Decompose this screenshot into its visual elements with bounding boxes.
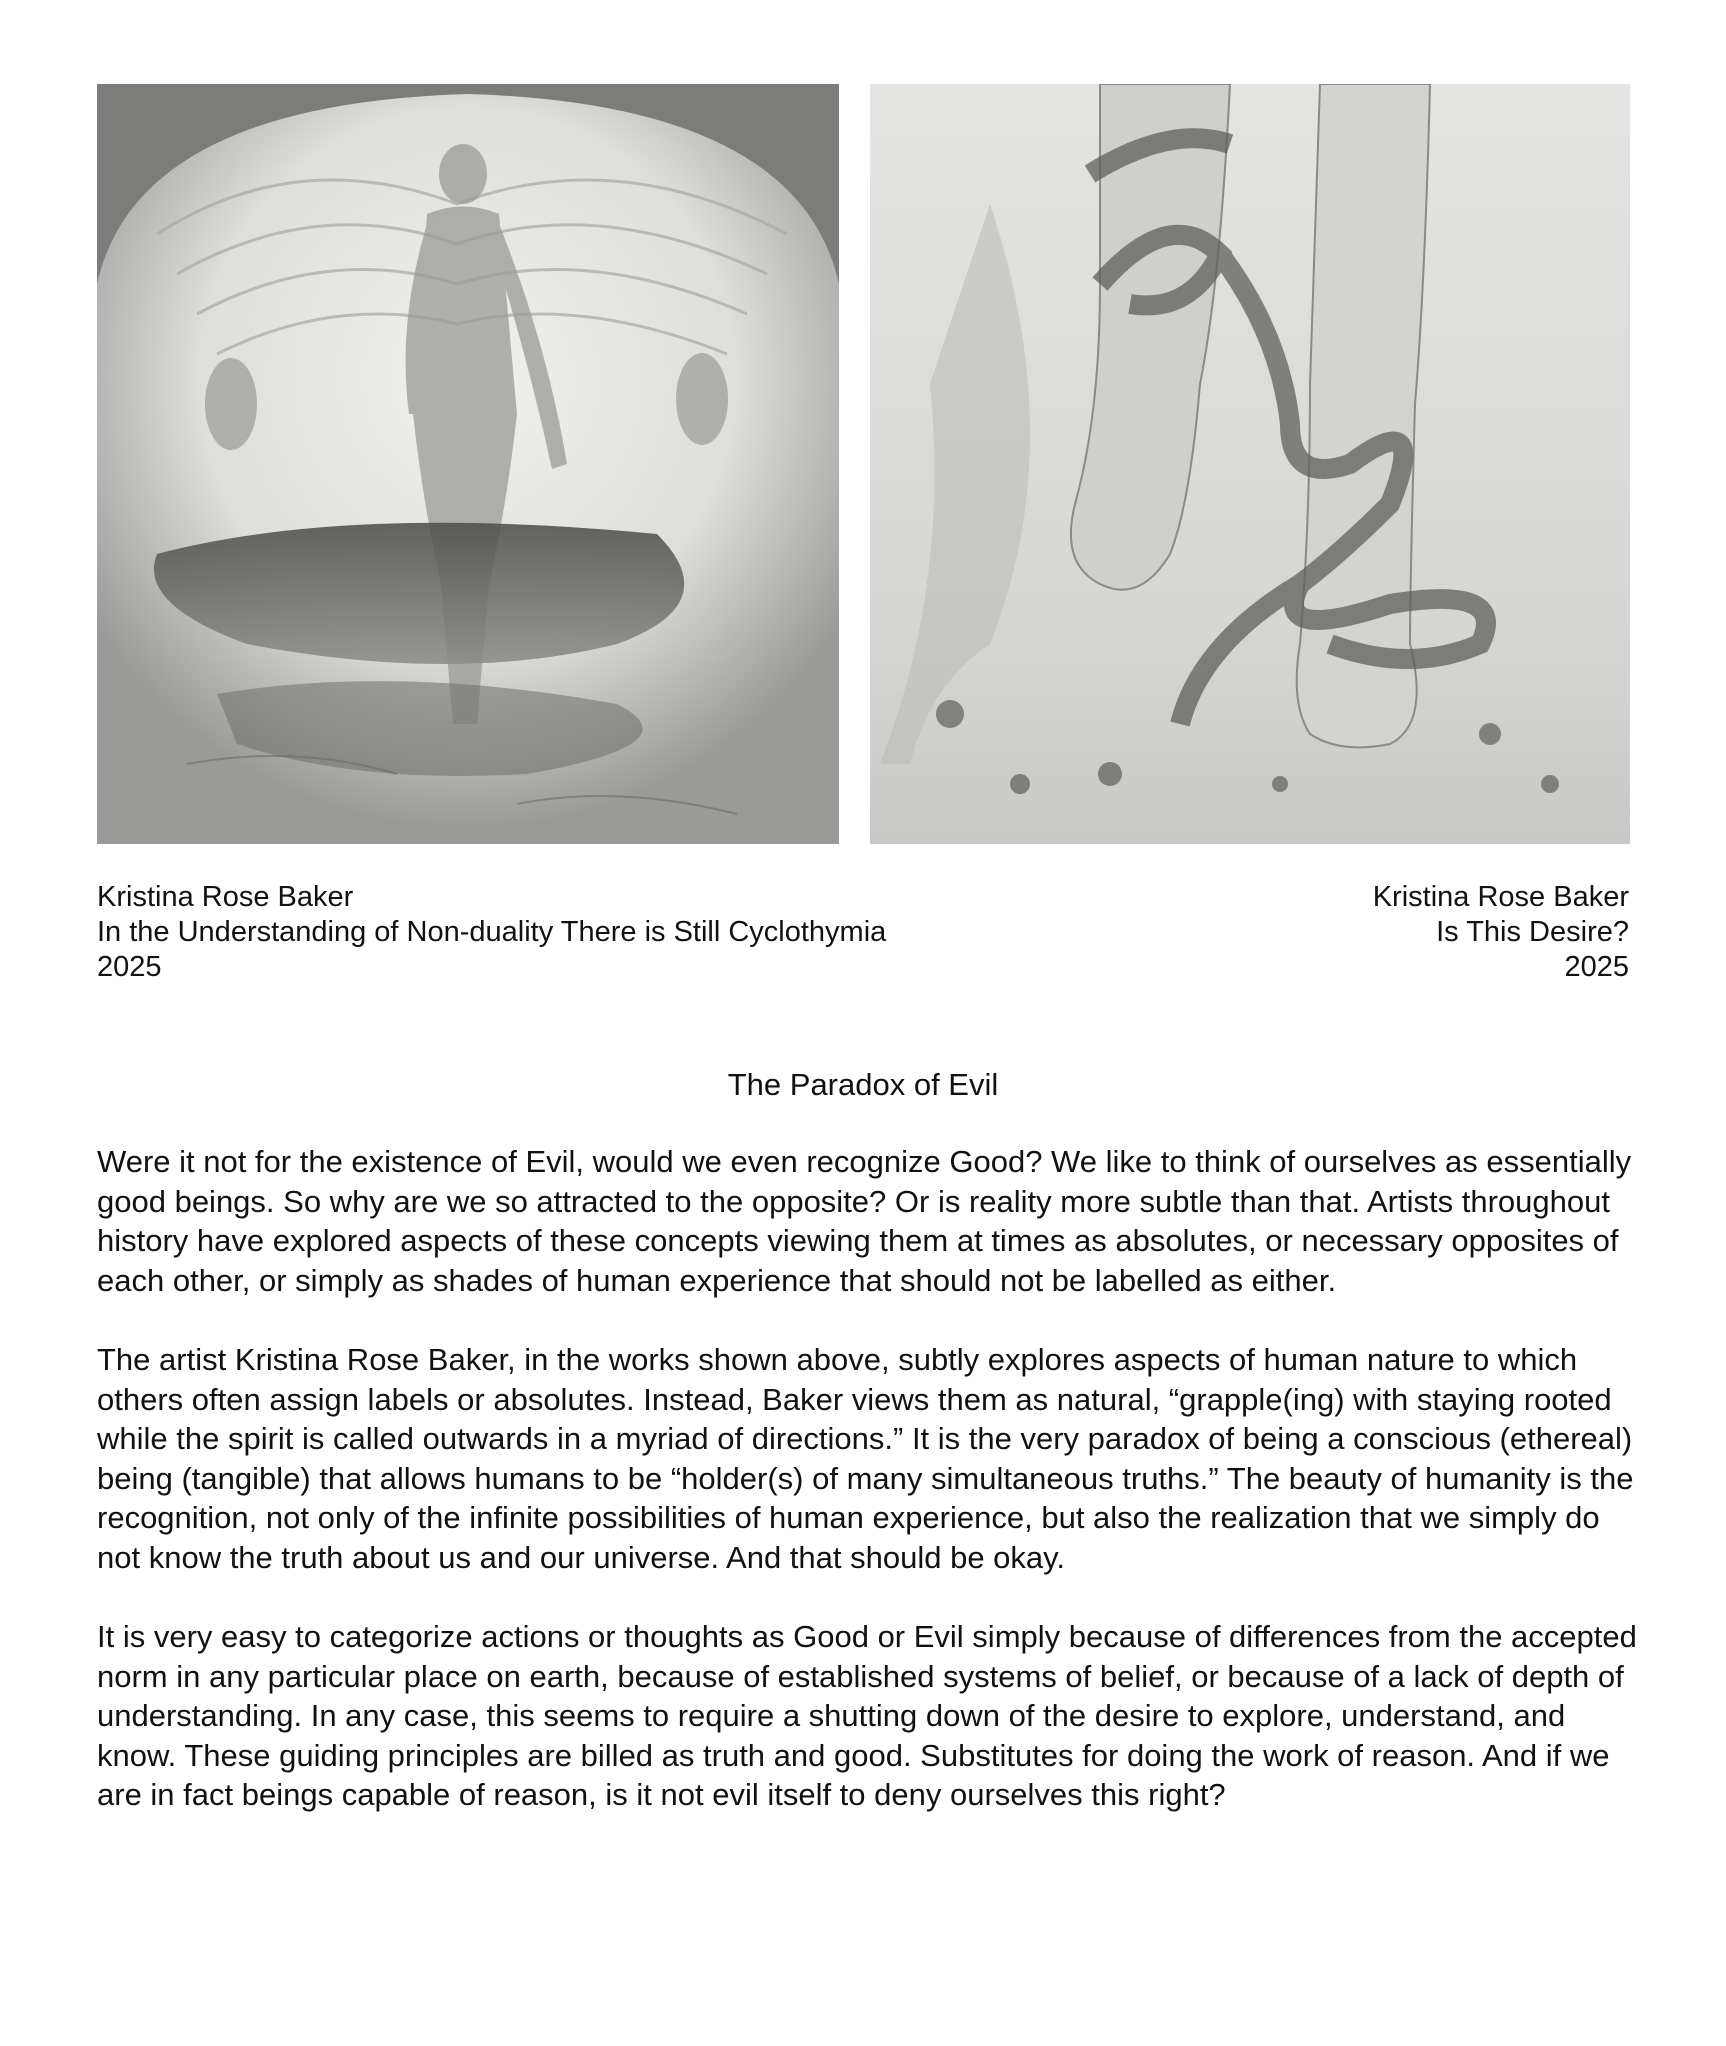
- artist-name: Kristina Rose Baker: [97, 881, 354, 913]
- artwork-title: Is This Desire?: [1436, 916, 1629, 948]
- artwork-caption-right: [1373, 880, 1629, 985]
- figure-drawing-image: [97, 84, 839, 844]
- essay-paragraph: Were it not for the existence of Evil, would we even recognize Good? We like to think of ourselves as essentially good beings. So why are we so attracted to the opposite? Or is reality more subtle than that. Artists throughout history have explored aspects of these concepts viewing them at times as absolutes, or necessary opposites of each other, or simply as shades of human experience that should not be labelled as either.: [97, 1144, 1632, 1298]
- artwork-caption-left: [97, 880, 886, 985]
- artwork-title: In the Understanding of Non-duality There is Still Cyclothymia: [97, 916, 887, 948]
- artwork-image-left: [97, 84, 839, 844]
- essay-title: The Paradox of Evil: [727, 1067, 999, 1102]
- essay-paragraph: It is very easy to categorize actions or thoughts as Good or Evil simply because of differences from the accepted norm in any particular place on earth, because of established systems of belief, or because of a lack of depth of understanding. In any case, this seems to require a shutting down of the desire to explore, understand, and know. These guiding principles are billed as truth and good. Substitutes for doing the work of reason. And if we are in fact beings capable of reason, is it not evil itself to deny ourselves this right?: [97, 1619, 1637, 1812]
- feet-and-snake-drawing-image: [870, 84, 1630, 844]
- artwork-image-right: [870, 84, 1630, 844]
- essay-body: [97, 1142, 1637, 1855]
- artist-name: Kristina Rose Baker: [1372, 881, 1629, 913]
- essay-paragraph: The artist Kristina Rose Baker, in the works shown above, subtly explores aspects of human nature to which others often assign labels or absolutes. Instead, Baker views them as natural, “grapple(ing) with staying rooted while the spirit is called outwards in a myriad of directions.” It is the very paradox of being a conscious (ethereal) being (tangible) that allows humans to be “holder(s) of many simultaneous truths.” The beauty of humanity is the recognition, not only of the infinite possibilities of human experience, but also the realization that we simply do not know the truth about us and our universe. And that should be okay.: [97, 1342, 1634, 1575]
- artwork-year: 2025: [1564, 951, 1629, 983]
- artwork-year: 2025: [97, 951, 162, 983]
